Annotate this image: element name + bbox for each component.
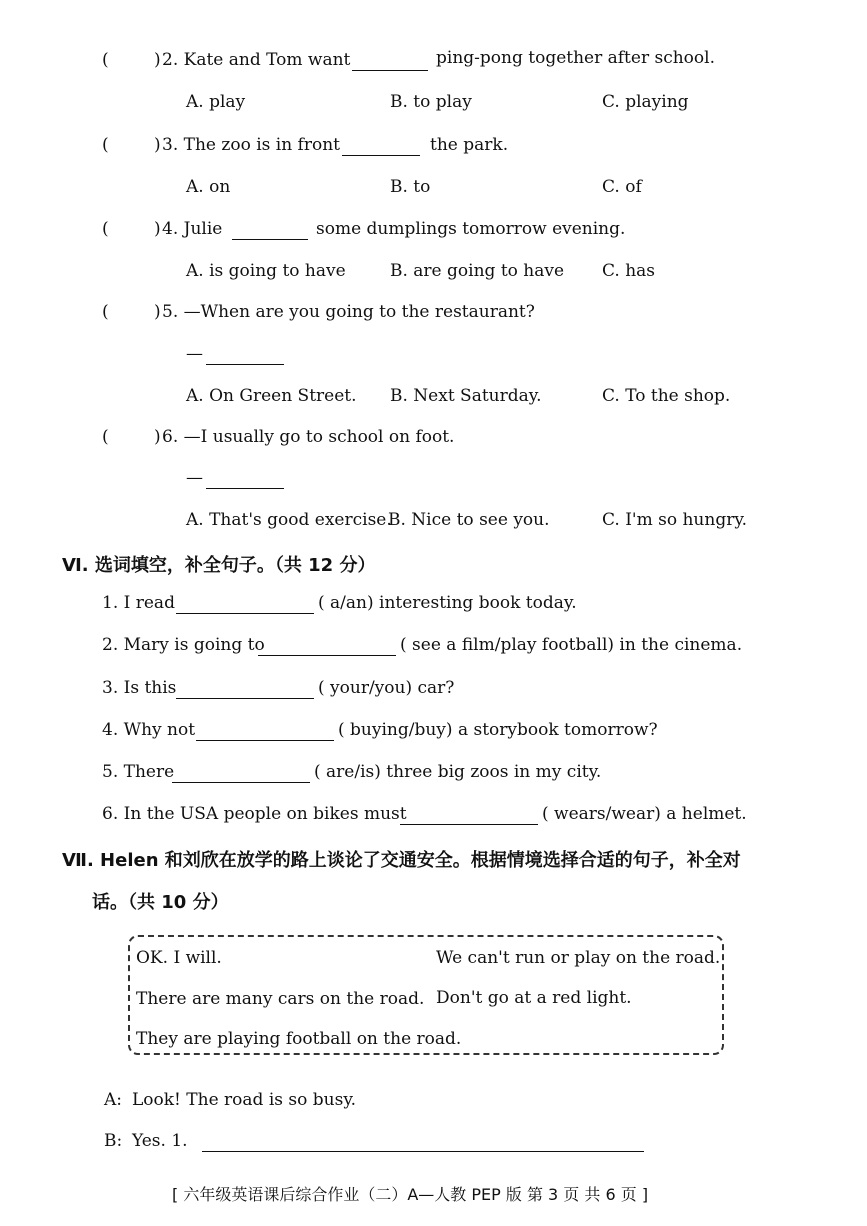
speaker-label: B:	[104, 1131, 123, 1151]
item-text-after: ( see a film/play football) in the cinema.	[400, 635, 743, 655]
option-a: A. play	[186, 92, 246, 112]
item-text-after: ( buying/buy) a storybook tomorrow?	[338, 720, 658, 740]
section-7-title-line2: 话。（共 10 分）	[92, 892, 229, 913]
sentence-option: We can't run or play on the road.	[436, 948, 721, 968]
sentence-option: There are many cars on the road.	[136, 989, 425, 1009]
reply-dash: —	[186, 468, 203, 488]
item-text: 3. Is this	[102, 678, 177, 698]
answer-blank[interactable]	[352, 56, 428, 71]
item-text: 4. Why not	[102, 720, 196, 740]
answer-paren-open[interactable]: (	[102, 427, 109, 447]
option-c: C. of	[602, 177, 642, 197]
question-text: 6. —I usually go to school on foot.	[162, 427, 455, 447]
sentence-option: OK. I will.	[136, 948, 222, 968]
answer-blank[interactable]	[258, 641, 396, 656]
item-text-after: ( your/you) car?	[318, 678, 455, 698]
option-a: A. is going to have	[186, 261, 346, 281]
answer-paren-close: )	[154, 50, 161, 70]
question-text-after: some dumplings tomorrow evening.	[316, 219, 626, 239]
item-text-after: ( wears/wear) a helmet.	[542, 804, 747, 824]
answer-blank[interactable]	[206, 474, 284, 489]
answer-paren-open[interactable]: (	[102, 302, 109, 322]
section-7-title-line1: Ⅶ. Helen 和刘欣在放学的路上谈论了交通安全。根据情境选择合适的句子，补全对	[62, 850, 741, 871]
dialogue-text: Look! The road is so busy.	[132, 1090, 357, 1110]
sentence-option: They are playing football on the road.	[136, 1029, 462, 1049]
option-c: C. I'm so hungry.	[602, 510, 748, 530]
item-text: 6. In the USA people on bikes must	[102, 804, 407, 824]
item-text: 5. There	[102, 762, 175, 782]
option-b: B. to play	[390, 92, 472, 112]
item-text: 2. Mary is going to	[102, 635, 265, 655]
answer-blank[interactable]	[206, 350, 284, 365]
sentence-option: Don't go at a red light.	[436, 988, 632, 1008]
question-text-after: the park.	[430, 135, 509, 155]
item-text-after: ( a/an) interesting book today.	[318, 593, 577, 613]
item-text-after: ( are/is) three big zoos in my city.	[314, 762, 602, 782]
question-text: 5. —When are you going to the restaurant?	[162, 302, 535, 322]
answer-blank[interactable]	[196, 726, 334, 741]
option-a: A. On Green Street.	[186, 386, 357, 406]
option-c: C. has	[602, 261, 656, 281]
dialogue-text: Yes. 1.	[132, 1131, 188, 1151]
speaker-label: A:	[104, 1090, 123, 1110]
question-text-after: ping-pong together after school.	[436, 48, 715, 68]
option-c: C. playing	[602, 92, 689, 112]
answer-paren-close: )	[154, 219, 161, 239]
item-text: 1. I read	[102, 593, 175, 613]
option-b: B. to	[390, 177, 431, 197]
answer-paren-open[interactable]: (	[102, 219, 109, 239]
answer-paren-open[interactable]: (	[102, 50, 109, 70]
answer-blank[interactable]	[172, 768, 310, 783]
answer-blank[interactable]	[176, 684, 314, 699]
answer-paren-close: )	[154, 302, 161, 322]
question-text: 4. Julie	[162, 219, 223, 239]
reply-dash: —	[186, 344, 203, 364]
answer-blank[interactable]	[232, 225, 308, 240]
answer-paren-close: )	[154, 135, 161, 155]
question-text: 3. The zoo is in front	[162, 135, 340, 155]
option-b: B. Next Saturday.	[390, 386, 542, 406]
option-a: A. on	[186, 177, 231, 197]
option-c: C. To the shop.	[602, 386, 731, 406]
answer-blank[interactable]	[202, 1137, 644, 1152]
answer-blank[interactable]	[342, 141, 420, 156]
option-b: B. Nice to see you.	[388, 510, 550, 530]
answer-paren-open[interactable]: (	[102, 135, 109, 155]
question-text: 2. Kate and Tom want	[162, 50, 351, 70]
section-6-title: Ⅵ. 选词填空，补全句子。（共 12 分）	[62, 555, 376, 576]
page-footer: [ 六年级英语课后综合作业（二）A—人教 PEP 版 第 3 页 共 6 页 ]	[172, 1185, 649, 1204]
answer-blank[interactable]	[176, 599, 314, 614]
answer-paren-close: )	[154, 427, 161, 447]
answer-blank[interactable]	[400, 810, 538, 825]
option-b: B. are going to have	[390, 261, 565, 281]
option-a: A. That's good exercise.	[186, 510, 392, 530]
